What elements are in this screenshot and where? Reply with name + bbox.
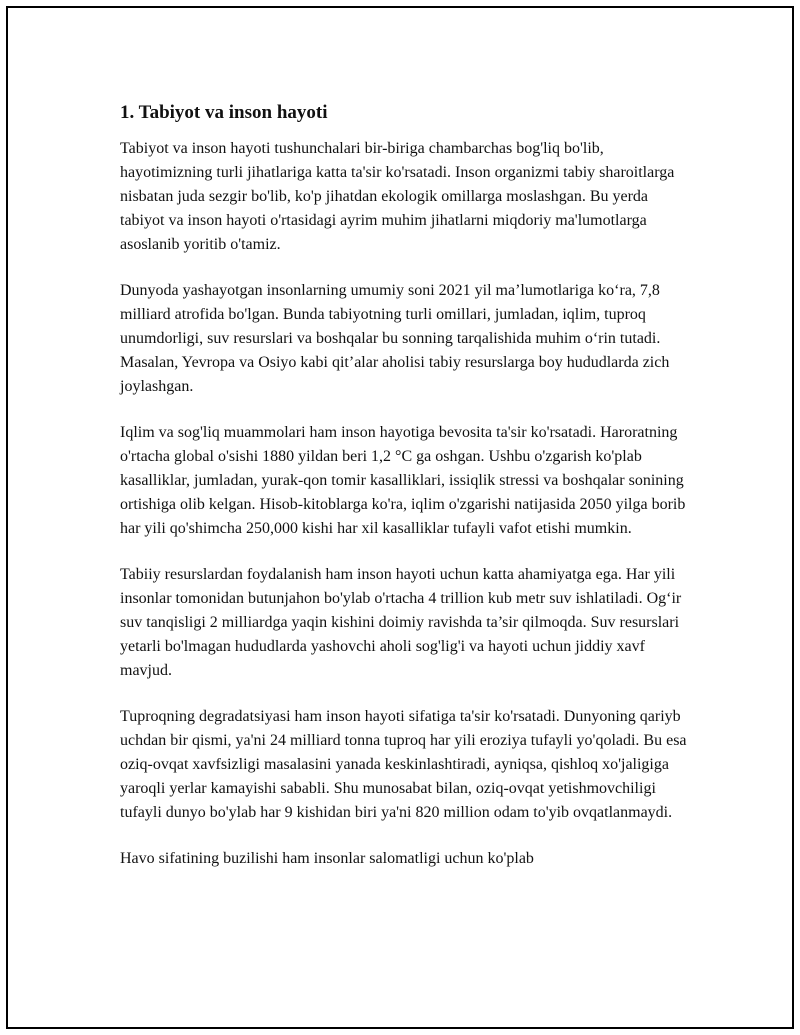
paragraph-intro: Tabiyot va inson hayoti tushunchalari bir-biriga chambarchas bog'liq bo'lib, hayotimizning turli jihatlariga katta ta'sir ko'rsatadi. Inson organizmi tabiy sharoitlarga nisbatan juda sezgir bo'lib, ko'p jihatdan ekologik omillarga moslashgan. Bu yerda tabiyot va inson hayoti o'rtasidagi ayrim muhim jihatlarni miqdoriy ma'lumotlarga asoslanib yoritib o'tamiz. [120, 140, 675, 253]
document-body [120, 101, 690, 893]
section-heading: 1. Tabiyot va inson hayoti [120, 102, 328, 123]
paragraph-climate-health: Iqlim va sog'liq muammolari ham inson hayotiga bevosita ta'sir ko'rsatadi. Haroratning o'rtacha global o'sishi 1880 yildan beri 1,2 °C ga oshgan. Ushbu o'zgarish ko'plab kasalliklar, jumladan, yurak-qon tomir kasalliklari, issiqlik stressi va boshqalar sonining ortishiga olib kelgan. Hisob-kitoblarga ko'ra, iqlim o'zgarishi natijasida 2050 yilga borib har yili qo'shimcha 250,000 kishi har xil kasalliklar tufayli vafot etishi mumkin. [120, 424, 686, 537]
paragraph-air-quality: Havo sifatining buzilishi ham insonlar salomatligi uchun ko'plab [120, 850, 534, 867]
paragraph-population: Dunyoda yashayotgan insonlarning umumiy soni 2021 yil ma’lumotlariga ko‘ra, 7,8 milliard atrofida bo'lgan. Bunda tabiyotning turli omillari, jumladan, iqlim, tuproq unumdorligi, suv resurslari va boshqalar bu sonning tarqalishida muhim o‘rin tutadi. Masalan, Yevropa va Osiyo kabi qit’alar aholisi tabiy resurslarga boy hududlarda zich joylashgan. [120, 282, 670, 395]
page-frame [6, 6, 794, 1029]
paragraph-water-resources: Tabiiy resurslardan foydalanish ham inson hayoti uchun katta ahamiyatga ega. Har yili insonlar tomonidan butunjahon bo'ylab o'rtacha 4 trillion kub metr suv ishlatiladi. Og‘ir suv tanqisligi 2 milliardga yaqin kishini doimiy ravishda ta’sir qilmoqda. Suv resurslari yetarli bo'lmagan hududlarda yashovchi aholi sog'lig'i va hayoti uchun jiddiy xavf mavjud. [120, 566, 682, 679]
paragraph-soil-degradation: Tuproqning degradatsiyasi ham inson hayoti sifatiga ta'sir ko'rsatadi. Dunyoning qariyb uchdan bir qismi, ya'ni 24 milliard tonna tuproq har yili eroziya tufayli yo'qoladi. Bu esa oziq-ovqat xavfsizligi masalasini yanada keskinlashtiradi, ayniqsa, qishloq xo'jaligiga yaroqli yerlar kamayishi sababli. Shu munosabat bilan, oziq-ovqat yetishmovchiligi tufayli dunyo bo'ylab har 9 kishidan biri ya'ni 820 million odam to'yib ovqatlanmaydi. [120, 708, 687, 821]
